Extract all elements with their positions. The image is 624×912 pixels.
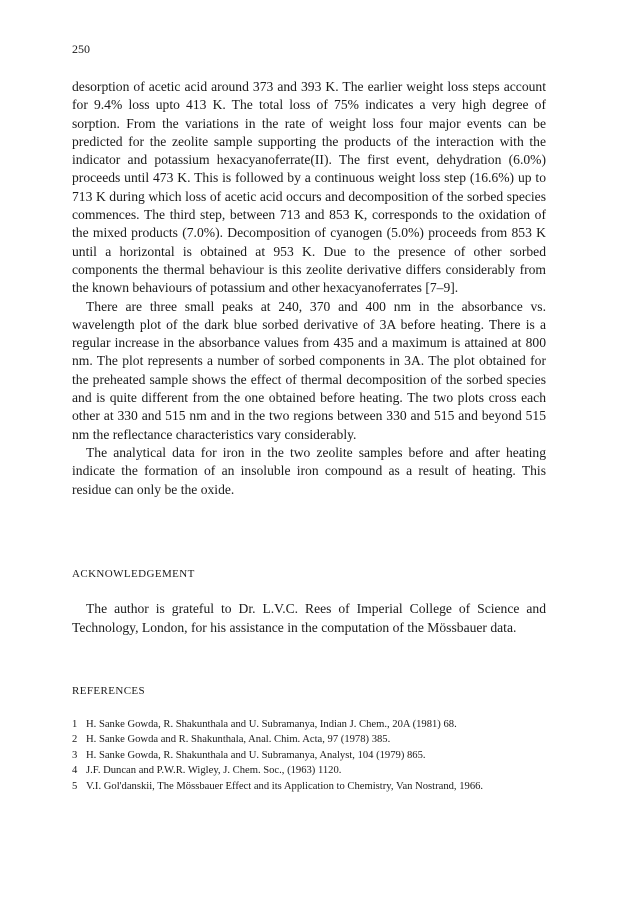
reference-text: H. Sanke Gowda and R. Shakunthala, Anal. Chim. Acta, 97 (1978) 385. — [86, 734, 391, 746]
reference-item — [72, 763, 552, 778]
reference-item — [72, 732, 552, 747]
reference-text: J.F. Duncan and P.W.R. Wigley, J. Chem. Soc., (1963) 1120. — [86, 765, 342, 777]
reference-number: 1 — [72, 719, 78, 730]
reference-number: 2 — [72, 734, 78, 746]
reference-text: H. Sanke Gowda, R. Shakunthala and U. Subramanya, Indian J. Chem., 20A (1981) 68. — [86, 719, 457, 730]
paragraph-absorbance: There are three small peaks at 240, 370 and 400 nm in the absorbance vs. wavelength plot of the dark blue sorbed derivative of 3A before heating. There is a regular increase in the absorbance values from 435 and a maximum is attained at 800 nm. The plot represents a number of sorbed components in 3A. The plot obtained for the preheated sample shows the effect of thermal decomposition of the sorbed species and is quite different from the one obtained before heating. The two plots cross each other at 330 and 515 nm and in the two regions between 330 and 515 and beyond 515 nm the reflectance characteristics vary considerably. — [72, 298, 546, 442]
body-text — [72, 78, 546, 499]
reference-number: 5 — [72, 780, 78, 792]
paragraph-iron-analysis: The analytical data for iron in the two zeolite samples before and after heating indicate the formation of an insoluble iron compound as a result of heating. This residue can only be the oxide. — [72, 444, 546, 497]
page-number: 250 — [72, 42, 90, 56]
acknowledgement-heading: ACKNOWLEDGEMENT — [72, 568, 195, 580]
reference-item — [72, 779, 552, 794]
reference-number: 3 — [72, 749, 78, 761]
paragraph-thermal-analysis: desorption of acetic acid around 373 and 393 K. The earlier weight loss steps account for 9.4% loss upto 413 K. The total loss of 75% indicates a very high degree of sorption. From the variations in the rate of weight loss four major events can be predicted for the zeolite sample supporting the products of the interaction with the indicator and potassium hexacyanoferrate(II). The first event, dehydration (6.0%) proceeds until 473 K. This is followed by a continuous weight loss step (16.6%) up to 713 K during which loss of acetic acid occurs and decomposition of the sorbed species commences. The third step, between 713 and 853 K, corresponds to the oxidation of the mixed products (7.0%). Decomposition of cyanogen (5.0%) proceeds from 853 K until a horizontal is obtained at 953 K. Due to the presence of other sorbed components the thermal behaviour is this zeolite derivative differs considerably from the known behaviours of potassium and other hexacyanoferrates [7–9]. — [72, 79, 546, 296]
reference-item — [72, 717, 552, 732]
references-heading: REFERENCES — [72, 685, 146, 697]
reference-number: 4 — [72, 765, 78, 777]
acknowledgement-text: The author is grateful to Dr. L.V.C. Rees of Imperial College of Science and Technology, London, for his assistance in the computation of the Mössbauer data. — [72, 601, 546, 635]
references-list — [72, 717, 552, 794]
reference-text: H. Sanke Gowda, R. Shakunthala and U. Subramanya, Analyst, 104 (1979) 865. — [86, 749, 426, 761]
reference-text: V.I. Gol'danskii, The Mössbauer Effect and its Application to Chemistry, Van Nostrand, 1966. — [86, 780, 484, 792]
reference-item — [72, 748, 552, 763]
